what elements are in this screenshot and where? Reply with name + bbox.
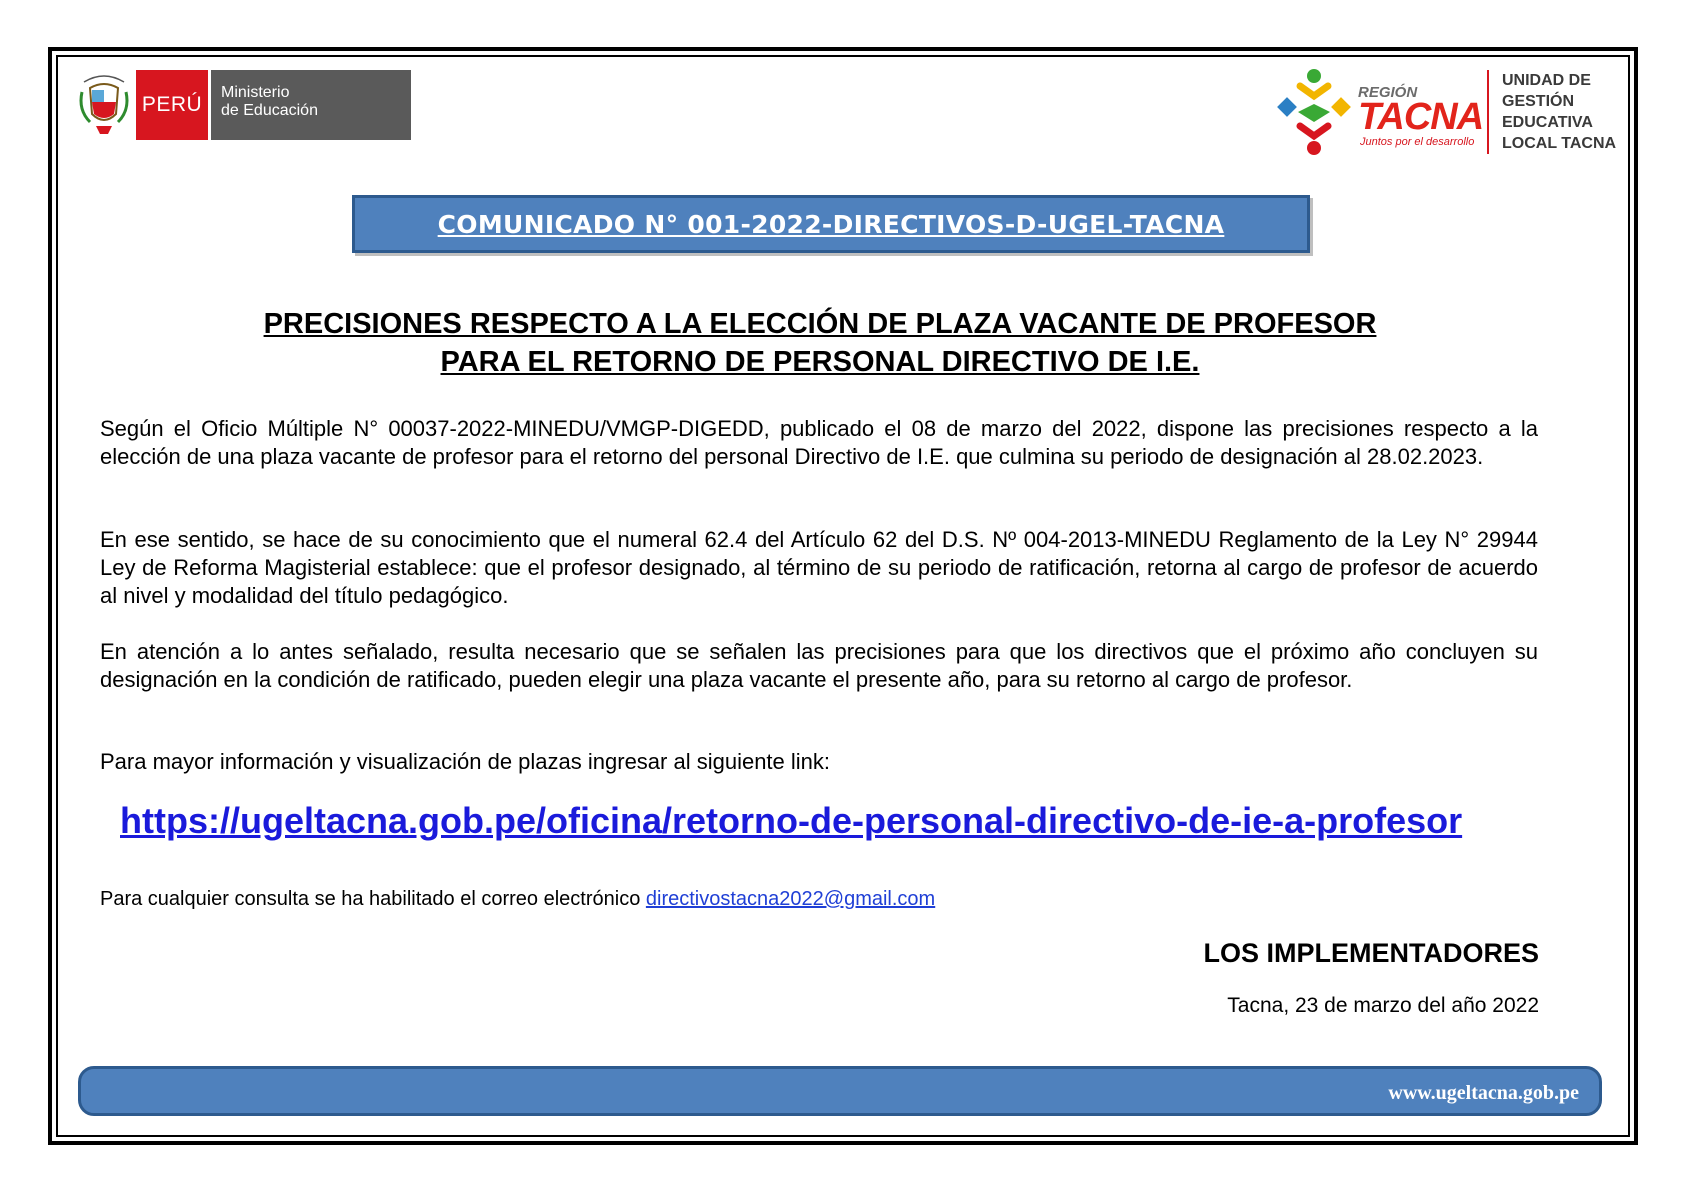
ugel-line: UNIDAD DE — [1502, 72, 1591, 89]
region-tacna-emblem-icon — [1270, 66, 1356, 158]
ministerio-line1: Ministerio — [221, 84, 290, 101]
paragraph-oficio: Según el Oficio Múltiple N° 00037-2022-MINEDU/VMGP-DIGEDD, publicado el 08 de marzo del 2022, dispone las precisiones respecto a la elección de una plaza vacante de profesor para el retorno del personal Directivo de I.E. que culmina su periodo de designación al 28.02.2023. — [100, 416, 1538, 469]
contact-line — [100, 888, 935, 911]
region-tagline: Juntos por el desarrollo — [1360, 136, 1475, 148]
logo-divider — [1487, 70, 1489, 154]
ugel-line: LOCAL TACNA — [1502, 135, 1617, 152]
ugel-name — [1502, 70, 1616, 154]
document-heading — [140, 305, 1500, 381]
contact-text: Para cualquier consulta se ha habilitado el correo electrónico — [100, 888, 646, 910]
heading-line2: PARA EL RETORNO DE PERSONAL DIRECTIVO DE I.E. — [440, 346, 1200, 378]
heading-line1: PRECISIONES RESPECTO A LA ELECCIÓN DE PLAZA VACANTE DE PROFESOR — [263, 308, 1377, 340]
ministerio-line2: de Educación — [221, 102, 318, 119]
ministerio-logo — [76, 70, 411, 140]
comunicado-banner — [352, 195, 1310, 253]
paragraph-informacion: Para mayor información y visualización de plazas ingresar al siguiente link: — [100, 749, 831, 774]
region-name: TACNA — [1358, 96, 1484, 138]
region-label: REGIÓN — [1358, 84, 1418, 101]
paragraph-reglamento: En ese sentido, se hace de su conocimiento que el numeral 62.4 del Artículo 62 del D.S. Nº 004-2013-MINEDU Reglamento de la Ley N° 29944 Ley de Reforma Magisterial establece: que el profesor designado, al término de su periodo de ratificación, retorna al cargo de profesor de acuerdo al nivel y modalidad del título pedagógico. — [100, 527, 1538, 608]
peru-coat-of-arms-icon — [76, 70, 132, 140]
paragraph-atencion: En atención a lo antes señalado, resulta necesario que se señalen las precisiones para que los directivos que el próximo año concluyen su designación en la condición de ratificado, pueden elegir una plaza vacante el presente año, para su retorno al cargo de profesor. — [100, 639, 1538, 692]
region-tacna-logo — [1270, 66, 1630, 158]
footer-bar — [78, 1066, 1602, 1116]
document-date: Tacna, 23 de marzo del año 2022 — [1227, 994, 1539, 1017]
footer-website[interactable]: www.ugeltacna.gob.pe — [1388, 1082, 1579, 1104]
ugel-line: GESTIÓN — [1502, 93, 1575, 110]
signature: LOS IMPLEMENTADORES — [1203, 938, 1539, 968]
ugel-line: EDUCATIVA — [1502, 114, 1593, 131]
comunicado-title: COMUNICADO N° 001-2022-DIRECTIVOS-D-UGEL-TACNA — [437, 209, 1225, 239]
peru-badge: PERÚ — [136, 70, 208, 140]
contact-email-link[interactable]: directivostacna2022@gmail.com — [645, 888, 936, 910]
ministerio-label — [211, 70, 411, 140]
plazas-link[interactable]: https://ugeltacna.gob.pe/oficina/retorno-de-personal-directivo-de-ie-a-profesor — [120, 800, 1463, 841]
